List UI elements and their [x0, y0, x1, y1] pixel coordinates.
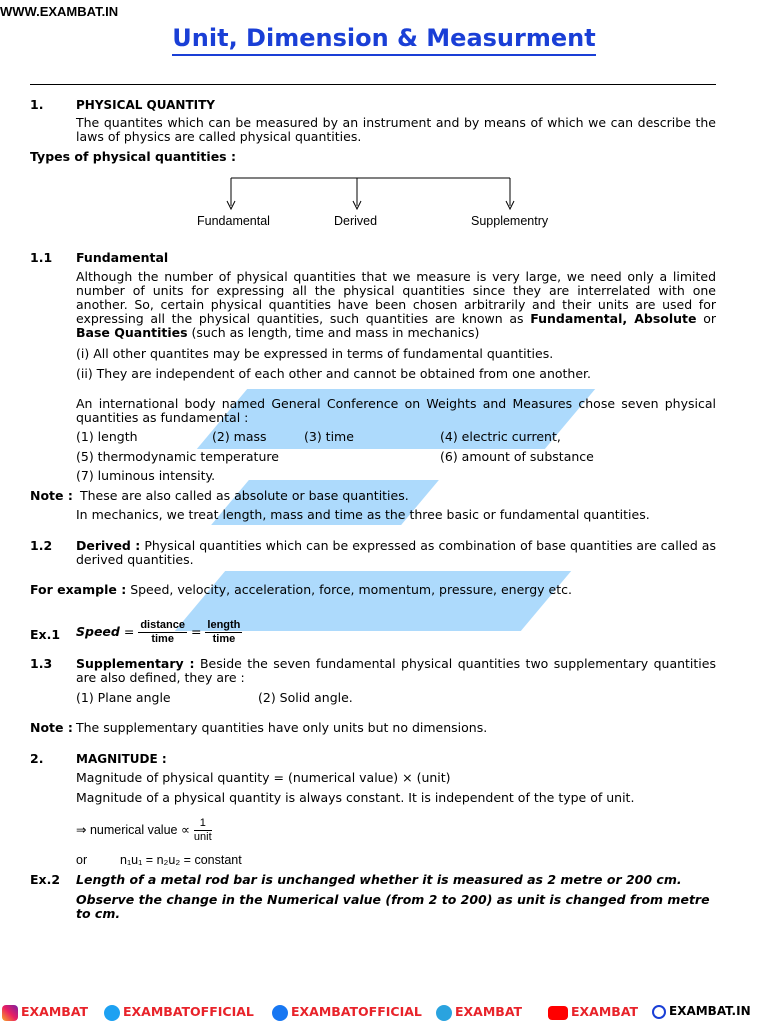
footer-twitter[interactable]: EXAMBATOFFICIAL: [104, 1004, 254, 1021]
page-title: Unit, Dimension & Measurment: [0, 24, 768, 56]
footer-facebook[interactable]: EXAMBATOFFICIAL: [272, 1004, 422, 1021]
instagram-icon: [2, 1005, 18, 1021]
tree-node-fundamental: Fundamental: [197, 214, 270, 228]
section-heading: Fundamental: [76, 250, 169, 265]
derived-paragraph: Derived : Physical quantities which can be expressed as combination of base quantities are called as derived quantities.: [76, 538, 716, 567]
fundamental-paragraph: Although the number of physical quantities that we measure is very large, we need only a limited number of units for expressing all the physical quantities since they are interrelated with one another. So, certain physical quantities have been chosen arbitrarily and their units are used for expressing all the physical quantities, such quantities are known as Fundamental, Absolute or Base Quantities (such as length, time and mass in mechanics): [76, 269, 716, 340]
section-number: 1.3: [30, 656, 53, 671]
magnitude-formula: Magnitude of physical quantity = (numerical value) × (unit): [76, 770, 451, 785]
facebook-icon: [272, 1005, 288, 1021]
note-text: These are also called as absolute or base quantities.: [80, 488, 409, 503]
types-tree-diagram: [220, 172, 520, 214]
example-line: For example : Speed, velocity, acceleration, force, momentum, pressure, energy etc.: [30, 582, 572, 597]
section-heading: PHYSICAL QUANTITY: [76, 98, 215, 112]
telegram-icon: [436, 1005, 452, 1021]
example-label: Ex.2: [30, 872, 61, 887]
note-text: The supplementary quantities have only units but no dimensions.: [76, 720, 488, 735]
title-divider: [30, 84, 716, 85]
quantity-substance: (6) amount of substance: [440, 449, 594, 464]
magnitude-text: Magnitude of a physical quantity is always constant. It is independent of the type of unit.: [76, 790, 635, 805]
section-number: 1.: [30, 97, 44, 112]
section-number: 1.1: [30, 250, 53, 265]
tree-node-supplementry: Supplementry: [471, 214, 549, 228]
example-text: Length of a metal rod bar is unchanged whether it is measured as 2 metre or 200 cm.: [76, 872, 682, 887]
solid-angle: (2) Solid angle.: [258, 690, 353, 705]
example-label: Ex.1: [30, 627, 61, 642]
note-label: Note :: [30, 720, 73, 735]
section-text: The quantites which can be measured by an instrument and by means of which we can describe the laws of physics are called physical quantities.: [76, 115, 716, 144]
section-number: 1.2: [30, 538, 53, 553]
gcwm-paragraph: An international body named General Conference on Weights and Measures chose seven physical quantities as fundamental :: [76, 396, 716, 425]
quantity-time: (3) time: [304, 429, 354, 444]
quantity-luminous-intensity: (7) luminous intensity.: [76, 468, 216, 483]
social-footer: [0, 1000, 768, 1024]
example-text: Observe the change in the Numerical value (from 2 to 200) as unit is changed from metre to cm.: [76, 892, 710, 921]
youtube-icon: [548, 1006, 568, 1020]
globe-icon: [652, 1005, 666, 1019]
plane-angle: (1) Plane angle: [76, 690, 171, 705]
twitter-icon: [104, 1005, 120, 1021]
footer-telegram[interactable]: EXAMBAT: [436, 1004, 522, 1021]
footer-website[interactable]: EXAMBAT.IN: [652, 1004, 751, 1019]
site-watermark: WWW.EXAMBAT.IN: [0, 4, 119, 19]
section-heading: MAGNITUDE :: [76, 752, 167, 766]
footer-youtube[interactable]: EXAMBAT: [548, 1004, 638, 1020]
section-number: 2.: [30, 751, 44, 766]
fundamental-point-ii: (ii) They are independent of each other and cannot be obtained from one another.: [76, 366, 592, 381]
quantity-temperature: (5) thermodynamic temperature: [76, 449, 279, 464]
speed-formula: Speed = $\frac{\text{distance}}{\text{time}}$ = $\frac{\text{length}}{\text{time}}$: [76, 619, 241, 645]
quantity-length: (1) length: [76, 429, 138, 444]
tree-node-derived: Derived: [334, 214, 378, 228]
note-text: In mechanics, we treat length, mass and time as the three basic or fundamental quantities.: [76, 507, 650, 522]
quantity-mass: (2) mass: [212, 429, 267, 444]
conservation-relation: n₁u₁ = n₂u₂ = constant: [120, 853, 242, 867]
quantity-electric-current: (4) electric current,: [440, 429, 561, 444]
types-heading: Types of physical quantities :: [30, 149, 236, 164]
note-label: Note :: [30, 488, 73, 503]
supplementary-paragraph: Supplementary : Beside the seven fundamental physical quantities two supplementary quantities are also defined, they are :: [76, 656, 716, 685]
footer-instagram[interactable]: EXAMBAT: [2, 1004, 88, 1021]
fundamental-point-i: (i) All other quantites may be expressed in terms of fundamental quantities.: [76, 346, 554, 361]
or-label: or: [76, 853, 88, 867]
proportionality-formula: ⇒ numerical value ∝ $\frac{1}{\text{unit}}$: [76, 817, 212, 843]
